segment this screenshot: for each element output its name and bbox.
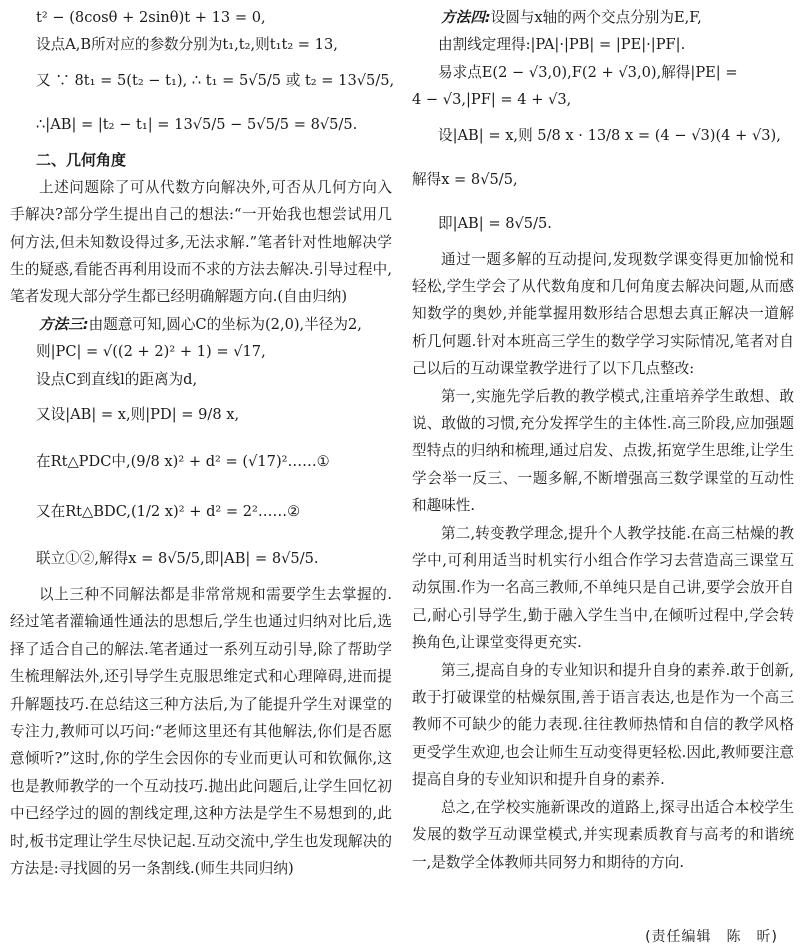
equation-quadratic: t² − (8cosθ + 2sinθ)t + 13 = 0,: [36, 9, 266, 26]
equation-solve-x: 联立①②,解得x = 8√5/5,即|AB| = 8√5/5.: [36, 550, 319, 567]
section-heading: 二、几何角度: [36, 150, 127, 169]
equation-params: 设点A,B所对应的参数分别为t₁,t₂,则t₁t₂ = 13,: [36, 36, 338, 54]
method3-label: 方法三:: [39, 315, 89, 333]
paragraph-methods-summary: 以上三种不同解法都是非常常规和需要学生去掌握的.经过笔者灌输通性通法的思想后,学生也通过归纳对比后,选择了适合自己的解法.笔者通过一系列互动引导,除了帮助学生梳理解法外,还引导学生克服思维定式和心理障碍,进而提升解题技巧.在总结这三种方法后,为了能提升学生对课堂的专注力,教师可以巧问:“老师这里还有其他解法,你们是否愿意倾听?”这时,你的学生会因你的专业而更认可和钦佩你,这也是教师教学的一个互动技巧.抛出此问题后,让学生回忆初中已经学过的圆的割线定理,这种方法是学生不易想到的,此时,板书定理让学生尽快记起.互动交流中,学生也发现解决的方法是:寻找圆的另一条割线.(师生共同归纳): [10, 586, 392, 878]
paragraph-third-point: 第三,提高自身的专业知识和提升自身的素养.敢于创新,敢于打破课堂的枯燥氛围,善于语言表达,也是作为一个高三教师不可缺少的能力表现.往往教师热情和自信的教学风格更受学生欢迎,也会让师生互动变得更轻松.因此,教师要注意提高自身的专业知识和提升自身的素养.: [412, 661, 794, 789]
method4-paragraph: [412, 4, 794, 31]
paragraph-second-point: 第二,转变教学理念,提升个人教学技能.在高三枯燥的教学中,可利用适当时机实行小组合作学习去营造高三课堂互动氛围.作为一名高三教师,不单纯只是自己讲,要学会放开自己,耐心引导学生,勤于融入学生当中,在倾听过程中,学会转换角色,让课堂变得更充实.: [412, 524, 794, 652]
equation-distance-d: 设点C到直线l的距离为d,: [36, 370, 198, 388]
method3-text: 由题意可知,圆心C的坐标为(2,0),半径为2,: [88, 315, 362, 333]
method3-paragraph: [10, 311, 392, 338]
equation-product: 设|AB| = x,则 5/8 x · 13/8 x = (4 − √3)(4 + √3),: [438, 126, 781, 144]
equation-x-result: 解得x = 8√5/5,: [412, 170, 518, 188]
equation-rt-bdc: 又在Rt△BDC,(1/2 x)² + d² = 2²……②: [36, 503, 301, 520]
method4-label: 方法四:: [441, 9, 491, 26]
equation-rt-pdc: 在Rt△PDC中,(9/8 x)² + d² = (√17)²……①: [36, 453, 330, 470]
equation-secant: 由割线定理得:|PA|·|PB| = |PE|·|PF|.: [438, 36, 686, 54]
equation-ab-result: 即|AB| = 8√5/5.: [438, 214, 552, 232]
equation-pe-pf: 4 − √3,|PF| = 4 + √3,: [412, 91, 572, 109]
paragraph-interaction: 通过一题多解的互动提问,发现数学课变得更加愉悦和轻松,学生学会了从代数角度和几何角度去解决问题,从而感知数学的奥妙,并能掌握用数形结合思想去真正解决一道解析几何题.针对本班高三学生的数学学习实际情况,笔者对自己以后的互动课堂教学进行了以下几点整改:: [412, 250, 794, 378]
right-column: [412, 4, 794, 876]
paragraph-geometry-intro: 上述问题除了可从代数方向解决外,可否从几何方向入手解决?部分学生提出自己的想法:“一开始我也想尝试用几何方法,但未知数设得过多,无法求解.”笔者针对性地解决学生的疑惑,看能否再利用设而不求的方法去解决.引导过程中,笔者发现大部分学生都已经明确解题方向.(自由归纳): [10, 178, 392, 306]
equation-pd: 又设|AB| = x,则|PD| = 9/8 x,: [36, 406, 240, 423]
equation-ab-length: ∴|AB| = |t₂ − t₁| = 13√5/5 − 5√5/5 = 8√5/5.: [36, 115, 358, 133]
equation-pc: 则|PC| = √((2 + 2)² + 1) = √17,: [36, 343, 266, 361]
equation-t1: 又 ∵ 8t₁ = 5(t₂ − t₁), ∴ t₁ = 5√5/5 或 t₂ = 13√5/5,: [36, 71, 395, 89]
editor-credit: (责任编辑 陈 昕): [645, 929, 778, 945]
left-column: [10, 4, 395, 882]
paragraph-conclusion: 总之,在学校实施新课改的道路上,探寻出适合本校学生发展的数学互动课堂模式,并实现素质教育与高考的和谐统一,是数学全体教师共同努力和期待的方向.: [412, 798, 794, 871]
equation-points-ef: 易求点E(2 − √3,0),F(2 + √3,0),解得|PE| =: [438, 63, 738, 81]
paragraph-first-point: 第一,实施先学后教的教学模式,注重培养学生敢想、敢说、敢做的习惯,充分发挥学生的主体性.高三阶段,应加强题型特点的归纳和梳理,通过启发、点拨,拓宽学生思维,让学生学会举一反三、一题多解,不断增强高三数学课堂的互动性和趣味性.: [412, 387, 794, 515]
method4-text: 设圆与x轴的两个交点分别为E,F,: [490, 9, 702, 26]
